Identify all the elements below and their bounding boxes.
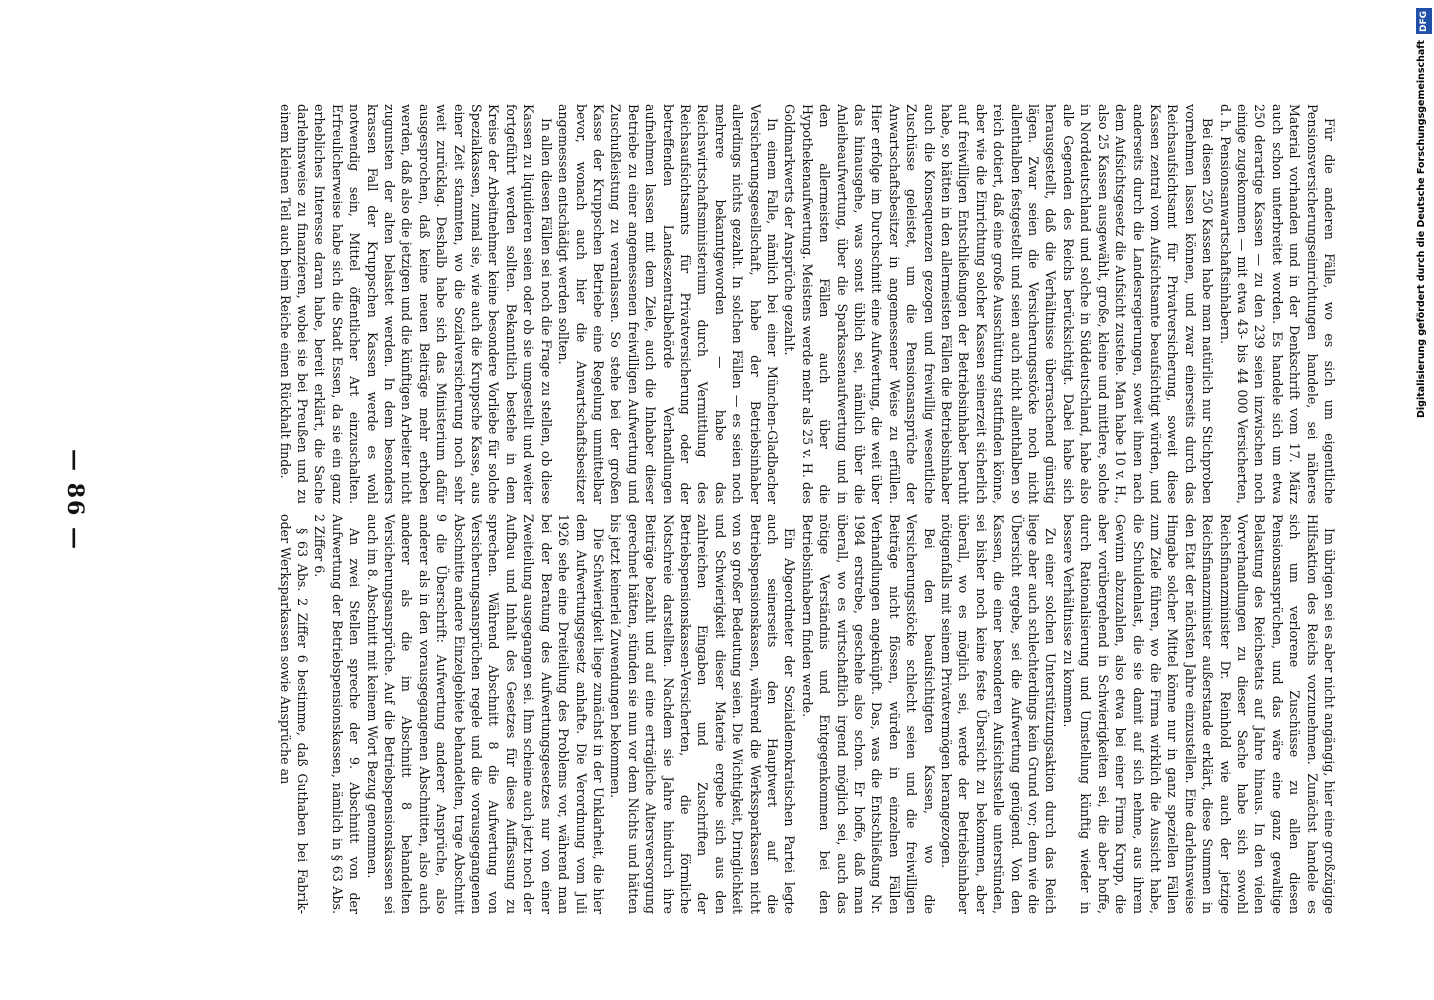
text-column-right [98, 514, 1338, 914]
paragraph: Bei diesen 250 Kassen habe man natürlich nur Stichproben vornehmen lassen können, und zwar einerseits durch das Reichsaufsichtsamt für Privatversicherung, soweit diese Kassen zentral vom Aufsichtsamte beaufsichtigt würden, und anderseits durch die Landesregierungen, soweit ihnen nach dem Aufsichtsgesetz die Aufsicht zustehe. Man habe 10 v. H., also 25 Kassen ausgewählt, große, kleine und mittlere, solche in Norddeutschland und solche in Süddeutschland, habe also alle Gegenden des Reichs berücksichtigt. Dabei habe sich herausgestellt, daß die Verhältnisse überraschend günstig lägen. Zwar seien die Versicherungsstöcke noch nicht allenthalben festgestellt und seien auch nicht allenthalben so reich dotiert, daß eine große Ausschüttung stattfinden könne, aber wie die Einrichtung solcher Kassen seinerzeit sicherlich auf freiwilligen Entschließungen der Betriebsinhaber beruht habe, so hätten in den allermeisten Fällen die Betriebsinhaber auch die Konsequenzen gezogen und freiwillig wesentliche Zuschüsse geleistet, um die Pensionsansprüche der Anwartschaftsbesitzer in angemessener Weise zu erfüllen. Hier erfolge im Durchschnitt eine Aufwertung, die weit über das hinausgehe, was sonst üblich sei, nämlich über die Anleiheaufwertung, über die Sparkassenaufwertung und in den allermeisten Fällen auch über die Hypothekenaufwertung. Meistens werde mehr als 25 v. H. des Goldmarkwerts der Ansprüche gezahlt. [782, 104, 1216, 504]
page-number: — 86 — [62, 449, 88, 551]
paragraph: Bei den beaufsichtigten Kassen, wo die Versicherungsstöcke schlecht seien und die freiwilligen Beiträge nicht flössen, würden in einzelnen Fällen Verhandlungen angeknüpft. Das, was die Entschließung Nr. 1984 erstrebe, geschehe also schon. Er hoffe, daß man überall, wo es wirtschaftlich irgend möglich sei, auch das nötige Verständnis und Entgegenkommen bei den Betriebsinhabern finden werde. [799, 514, 937, 914]
paragraph: In einem Falle, nämlich bei einer München-Gladbacher Versicherungsgesellschaft, habe der Betriebsinhaber allerdings nichts gezahlt. In solchen Fällen — es seien noch mehrere bekanntgeworden — habe das Reichswirtschaftsministerium durch Vermittlung des Reichsaufsichtsamts für Privatversicherung oder der betreffenden Landeszentralbehörde Verhandlungen aufnehmen lassen mit dem Ziele, auch die Inhaber dieser Betriebe zu einer angemessenen freiwilligen Aufwertung und Zuschußleistung zu veranlassen. So stehe bei der großen Kasse der Kruppschen Betriebe eine Regelung unmittelbar bevor, wonach auch hier die Anwartschaftsbesitzer angemessen entschädigt werden sollten. [556, 104, 780, 504]
paragraph: § 63 Abs. 2 Ziffer 6 bestimme, daß Guthaben bei Fabrik- oder Werksparkassen sowie Ansprüche an [277, 514, 311, 914]
paragraph: Zu einer solchen Unterstützungsaktion durch das Reich liege aber auch schlechterdings kein Grund vor; denn wie die Übersicht ergebe, sei die Aufwertung genügend. Von den Kassen, die einer besonderen Aufsichtsstelle unterstünden, sei bisher noch keine feste Übersicht zu bekommen, aber überall, wo es möglich sei, werde der Betriebsinhaber nötigenfalls mit seinem Privatvermögen herangezogen. [939, 514, 1059, 914]
paragraph: An zwei Stellen spreche der 9. Abschnitt von der Aufwertung der Betriebspensionskassen, nämlich in § 63 Abs. 2 Ziffer 6. [312, 514, 363, 914]
dfg-logo-icon: DFG [1416, 8, 1432, 34]
paragraph: Die Schwierigkeit liege zunächst in der Unklarheit, die hier dem Aufwertungsgesetz anhafte. Die Verordnung vom Juli 1926 sehe eine Dreiteilung des Problems vor, während man bei der Beratung des Aufwertungsgesetzes nur von einer Zweiteilung ausgegangen sei. Ihm scheine auch jetzt noch der Aufbau und Inhalt des Gesetzes für diese Auffassung zu sprechen. Während Abschnitt 8 die Aufwertung von Versicherungsansprüchen regele und die vorausgegangenen Abschnitte andere Einzelgebiete behandelten, trage Abschnitt 9 die Überschrift: Aufwertung anderer Ansprüche, also anderer als in den vorausgegangenen Abschnitten, also auch anderer als die im Abschnitt 8 behandelten Versicherungsansprüche. Auf die Betriebspensionskassen sei auch im 8. Abschnitt mit keinem Wort Bezug genommen. [364, 514, 606, 914]
digitization-credit: Digitalisierung gefördert durch die Deutsche Forschungsgemeinschaft [1416, 40, 1427, 418]
text-column-left [98, 104, 1338, 504]
paragraph: Im übrigen sei es aber nicht angängig, hier eine großzügige Hilfsaktion des Reichs vorzunehmen. Zunächst handele es sich um verlorene Zuschüsse zu allen diesen Pensionsansprüchen, und das wäre eine ganz gewaltige Belastung des Reichsetats auf Jahre hinaus. In den vielen Vorverhandlungen zu dieser Sache habe sich sowohl Reichsfinanzminister Dr. Reinhold wie auch der jetzige Reichsfinanzminister außerstande erklärt, diese Summen in den Etat der nächsten Jahre einzustellen. Eine darlehnsweise Hingabe solcher Mittel könne nur in ganz speziellen Fällen zum Ziele führen, wo die Firma wirklich die Aussicht habe, die Schuldenlast, die sie damit auf sich nehme, aus ihrem Gewinn abzuzahlen, also etwa bei einer Firma Krupp, die aber vorübergehend in Schwierigkeiten sei, die aber hoffe, durch Rationalisierung und Umstellung künftig wieder in bessere Verhältnisse zu kommen. [1060, 514, 1337, 914]
paragraph: In allen diesen Fällen sei noch die Frage zu stellen, ob diese Kassen zu liquidieren seien oder ob sie umgestellt und weiter fortgeführt werden sollten. Bekanntlich bestehe in dem Kreise der Arbeitnehmer keine besondere Vorliebe für solche Spezialkassen, zumal sie, wie auch die Kruppsche Kasse, aus einer Zeit stammten, wo die Sozialversicherung noch sehr weit zurücklag. Deshalb habe sich das Ministerium dafür ausgesprochen, daß keine neuen Beiträge mehr erhoben werden, daß also die jetzigen und die künftigen Arbeiter nicht zugunsten der alten belastet werden. In dem besonders krassen Fall der Kruppschen Kassen werde es wohl notwendig sein, Mittel öffentlicher Art einzuschalten. Erfreulicherweise habe sich die Stadt Essen, da sie ein ganz erhebliches Interesse daran habe, bereit erklärt, die Sache darlehnsweise zu finanzieren, wobei sie bei Preußen und zu einem kleinen Teil auch beim Reiche einen Rückhalt finde. [277, 104, 554, 504]
paragraph: Ein Abgeordneter der Sozialdemokratischen Partei legte auch seinerseits den Hauptwert auf die Betriebspensionskassen, während die Werkssparkassen nicht von so großer Bedeutung seien. Die Wichtigkeit, Dringlichkeit und Schwierigkeit dieser Materie ergebe sich aus den zahlreichen Eingaben und Zuschriften der Betriebspensionskassen-Versicherten, die förmliche Notschreie darstellten. Nachdem sie Jahre hindurch ihre Beiträge bezahlt und auf eine erträgliche Altersversorgung gerechnet hätten, stünden sie nun vor dem Nichts und hätten bis jetzt keinerlei Zuwendungen bekommen. [608, 514, 798, 914]
paragraph: Für die anderen Fälle, wo es sich um eigentliche Pensionsversicherungseinrichtungen handele, sei näheres Material vorhanden und in der Denkschrift vom 17. März auch schon unterbreitet worden. Es handele sich um etwa 250 derartige Kassen — zu den 239 seien inzwischen noch einige zugekommen — mit etwa 43- bis 44 000 Versicherten, d. h. Pensionsanwartschaftsinhabern. [1217, 104, 1337, 504]
